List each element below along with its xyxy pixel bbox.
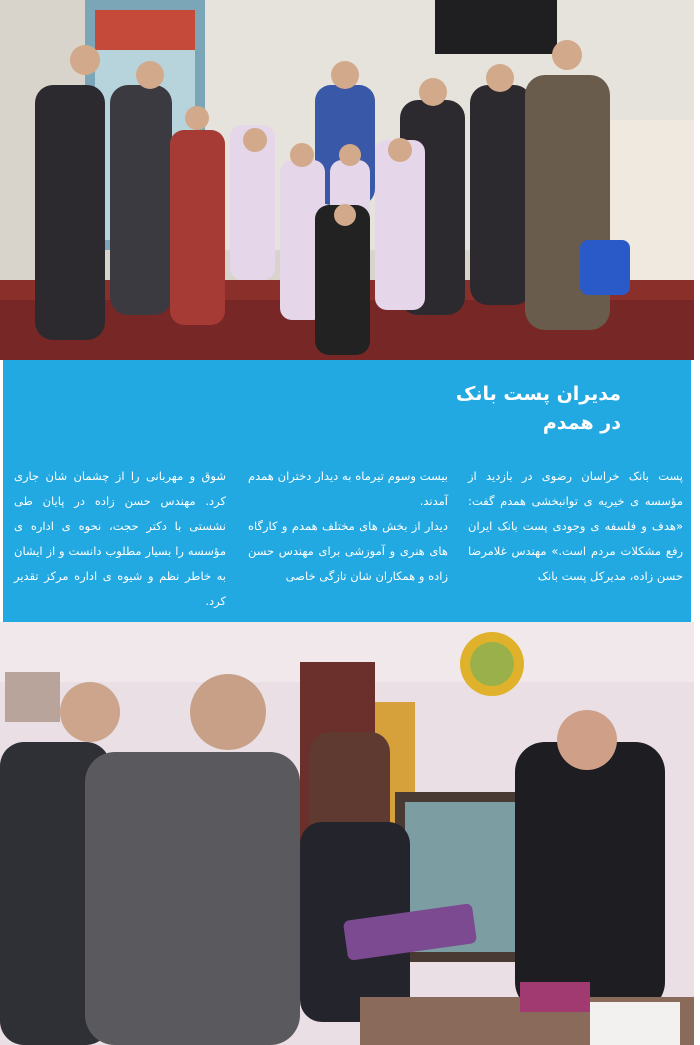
article-column-right <box>468 464 683 589</box>
headline-line-2: در همدم <box>542 412 621 434</box>
paragraph: دیدار از بخش های مختلف همدم و کارگاه های هنری و آموزشی برای مهندس حسن زاده و همکاران شان تازگی خاصی <box>248 519 448 583</box>
headline-line-1: مدیران پست بانک <box>455 383 621 405</box>
group-photo <box>0 0 694 360</box>
paragraph: بیست وسوم تیرماه به دیدار دختران همدم آمدند. <box>248 469 448 508</box>
article-column-middle <box>248 464 448 589</box>
article-headline <box>401 380 621 438</box>
paragraph: شوق و مهربانی را از چشمان شان جاری کرد. مهندس حسن زاده در پایان طی نشستی با دکتر حجت، نحوه ی اداره ی مؤسسه را بسیار مطلوب دانست و از ایشان به خاطر نظم و شیوه ی اداره مرکز تقدیر کرد. <box>14 469 226 608</box>
paragraph: پست بانک خراسان رضوی در بازدید از مؤسسه ی خیریه ی توانبخشی همدم گفت: «هدف و فلسفه ی وجودی پست بانک ایران رفع مشکلات مردم است.» مهندس غلامرضا حسن زاده، مدیرکل پست بانک <box>468 469 683 583</box>
article-column-left <box>14 464 226 614</box>
article-panel <box>3 360 691 622</box>
workshop-photo <box>0 622 694 1045</box>
